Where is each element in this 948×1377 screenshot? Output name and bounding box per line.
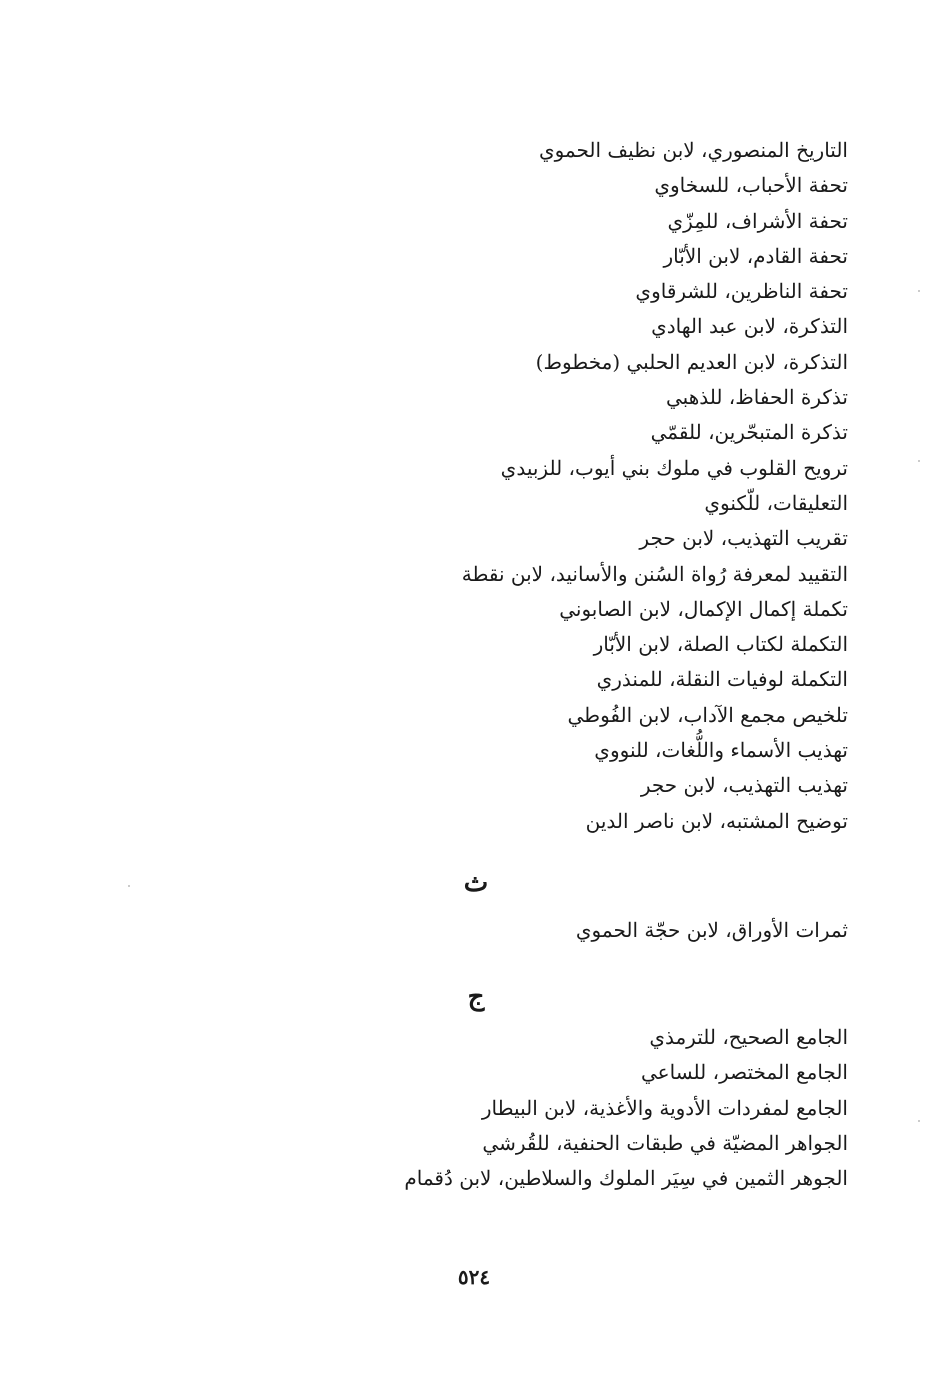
list-item: التذكرة، لابن عبد الهادي — [651, 314, 848, 339]
list-item: الجوهر الثمين في سِيَر الملوك والسلاطين، لابن دُقمام — [404, 1166, 848, 1191]
scan-speck — [918, 290, 920, 292]
list-item: ثمرات الأوراق، لابن حجّة الحموي — [575, 918, 848, 942]
list-item: الجامع الصحيح، للترمذي — [649, 1025, 848, 1049]
page-number: ٥٢٤ — [457, 1265, 491, 1289]
list-item: تذكرة المتبحّرين، للقمّي — [650, 420, 848, 445]
scan-speck — [918, 460, 920, 462]
list-item: الجامع المختصر، للساعي — [641, 1060, 848, 1085]
list-item: تحفة الناظرين، للشرقاوي — [635, 279, 848, 304]
section-heading-tha: ث — [463, 868, 489, 898]
list-item: التكملة لوفيات النقلة، للمنذري — [596, 667, 848, 692]
list-item: تحفة القادم، لابن الأبّار — [663, 243, 848, 268]
list-item: الجواهر المضيّة في طبقات الحنفية، للقُرشي — [482, 1130, 848, 1155]
scan-speck — [128, 885, 130, 887]
list-item: تحفة الأشراف، للمِزّي — [667, 208, 848, 233]
list-item: تحفة الأحباب، للسخاوي — [654, 173, 848, 198]
section-jim-entries — [368, 1020, 848, 1196]
list-item: التكملة لكتاب الصلة، لابن الأبّار — [593, 632, 848, 657]
list-item: التقييد لمعرفة رُواة السُنن والأسانيد، لابن نقطة — [461, 561, 848, 586]
list-item: توضيح المشتبه، لابن ناصر الدين — [585, 808, 848, 833]
list-item: التذكرة، لابن العديم الحلبي (مخطوط) — [535, 349, 848, 374]
list-item: تقريب التهذيب، لابن حجر — [639, 526, 848, 551]
scan-speck — [918, 1120, 920, 1122]
section-tha-entries — [388, 913, 848, 948]
list-item: تلخيص مجمع الآداب، لابن الفُوطي — [567, 702, 848, 727]
list-item: التعليقات، للّكنوي — [704, 490, 848, 515]
list-item: الجامع لمفردات الأدوية والأغذية، لابن البيطار — [481, 1095, 848, 1120]
list-item: ترويح القلوب في ملوك بني أيوب، للزبيدي — [500, 455, 848, 480]
section-ta-entries — [388, 133, 848, 839]
section-heading-jim: ج — [467, 982, 485, 1012]
list-item: تهذيب التهذيب، لابن حجر — [640, 773, 848, 798]
list-item: التاريخ المنصوري، لابن نظيف الحموي — [538, 138, 848, 162]
list-item: تذكرة الحفاظ، للذهبي — [665, 385, 848, 410]
list-item: تكملة إكمال الإكمال، لابن الصابوني — [559, 596, 848, 621]
list-item: تهذيب الأسماء واللُّغات، للنووي — [594, 738, 848, 763]
